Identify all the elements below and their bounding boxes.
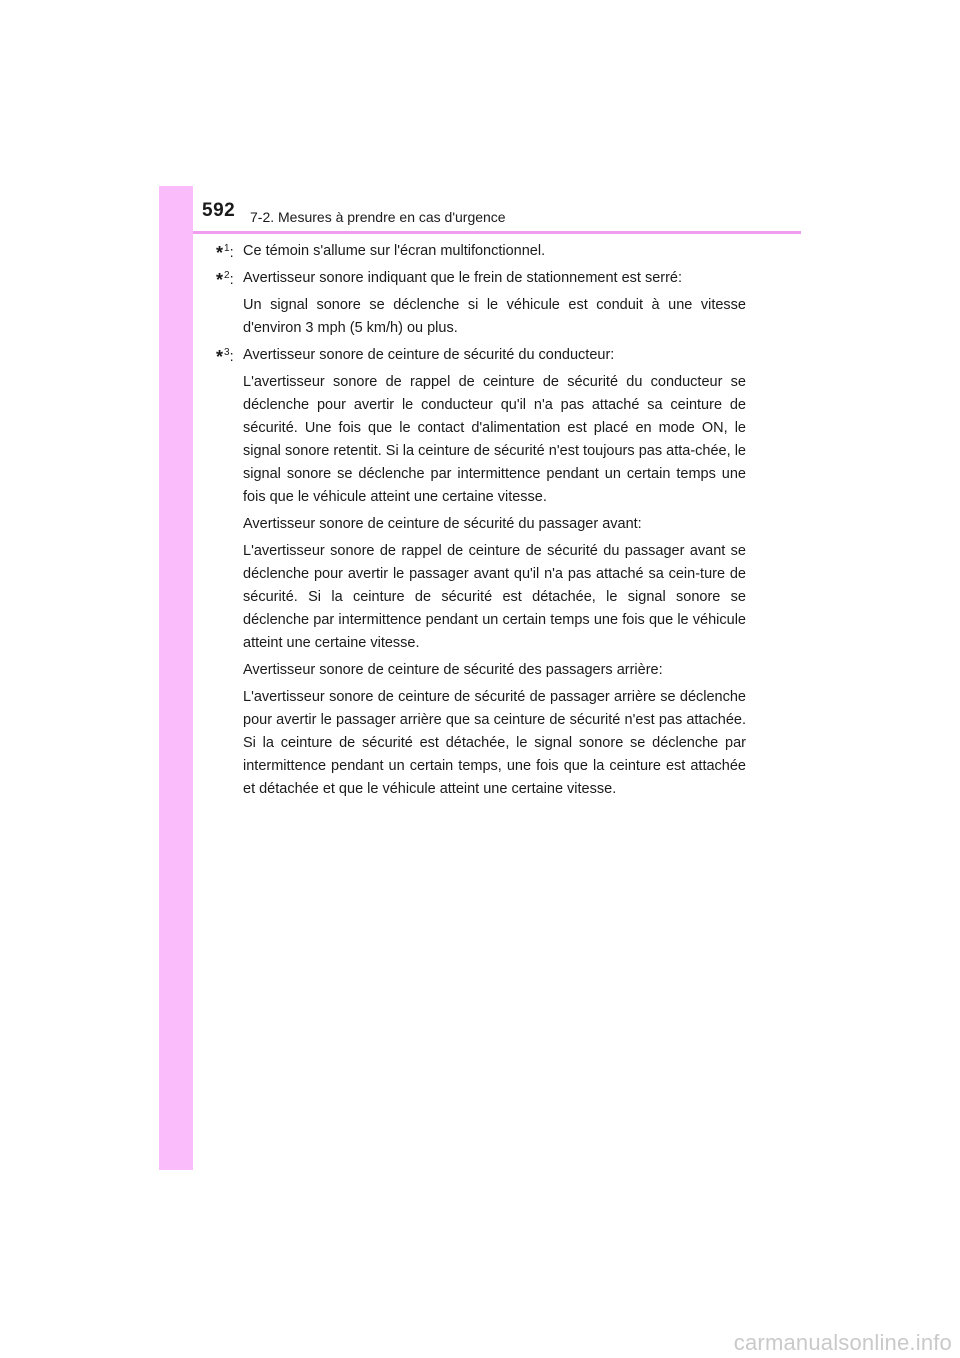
header-rule: [193, 231, 801, 234]
footnote-3: [216, 344, 746, 367]
footnote-2: [216, 267, 746, 290]
footnote-text: Ce témoin s'allume sur l'écran multifonctionnel.: [243, 243, 546, 259]
paragraph: Un signal sonore se déclenche si le véhicule est conduit à une vitesse d'environ 3 mph (5 km/h) ou plus.: [243, 297, 746, 336]
page-number: 592: [202, 200, 236, 221]
footnote-marker: *$^3$:: [216, 347, 234, 367]
watermark-text: carmanualsonline.info: [733, 1330, 952, 1355]
section-title: 7-2. Mesures à prendre en cas d'urgence: [250, 209, 506, 225]
paragraph: Avertisseur sonore de ceinture de sécurité des passagers arrière:: [243, 662, 663, 678]
paragraph: L'avertisseur sonore de rappel de ceinture de sécurité du conducteur se déclenche pour avertir le conducteur qu'il n'a pas attaché sa ceinture de sécurité. Une fois que le contact d'alimentation est placé en mode ON, le signal sonore retentit. Si la ceinture de sécurité n'est toujours pas atta-chée, le signal sonore se déclenche par intermittence pendant un certain temps une fois que le véhicule atteint une certaine vitesse.: [243, 374, 746, 505]
page-content: [216, 240, 746, 805]
paragraph: L'avertisseur sonore de rappel de ceinture de sécurité du passager avant se déclenche pour avertir le passager avant qu'il n'a pas attaché sa cein-ture de sécurité. Si la ceinture de sécurité est détachée, le signal sonore se déclenche par intermittence pendant un certain temps une fois que le véhicule atteint une certaine vitesse.: [243, 543, 746, 651]
paragraph: L'avertisseur sonore de ceinture de sécurité de passager arrière se déclenche pour avertir le passager arrière que sa ceinture de sécurité n'est pas attachée. Si la ceinture de sécurité est détachée, le signal sonore se déclenche par intermittence pendant un certain temps, une fois que la ceinture est attachée et détachée et que le véhicule atteint une certaine vitesse.: [243, 689, 746, 797]
footnote-marker: *$^2$:: [216, 270, 234, 290]
footnote-text: Avertisseur sonore de ceinture de sécurité du conducteur:: [243, 347, 615, 363]
paragraph: Avertisseur sonore de ceinture de sécurité du passager avant:: [243, 516, 642, 532]
footnote-marker: *$^1$:: [216, 243, 234, 263]
chapter-tab-band: [159, 186, 193, 1170]
footnote-1: [216, 240, 746, 263]
footnote-text: Avertisseur sonore indiquant que le frein de stationnement est serré:: [243, 270, 683, 286]
